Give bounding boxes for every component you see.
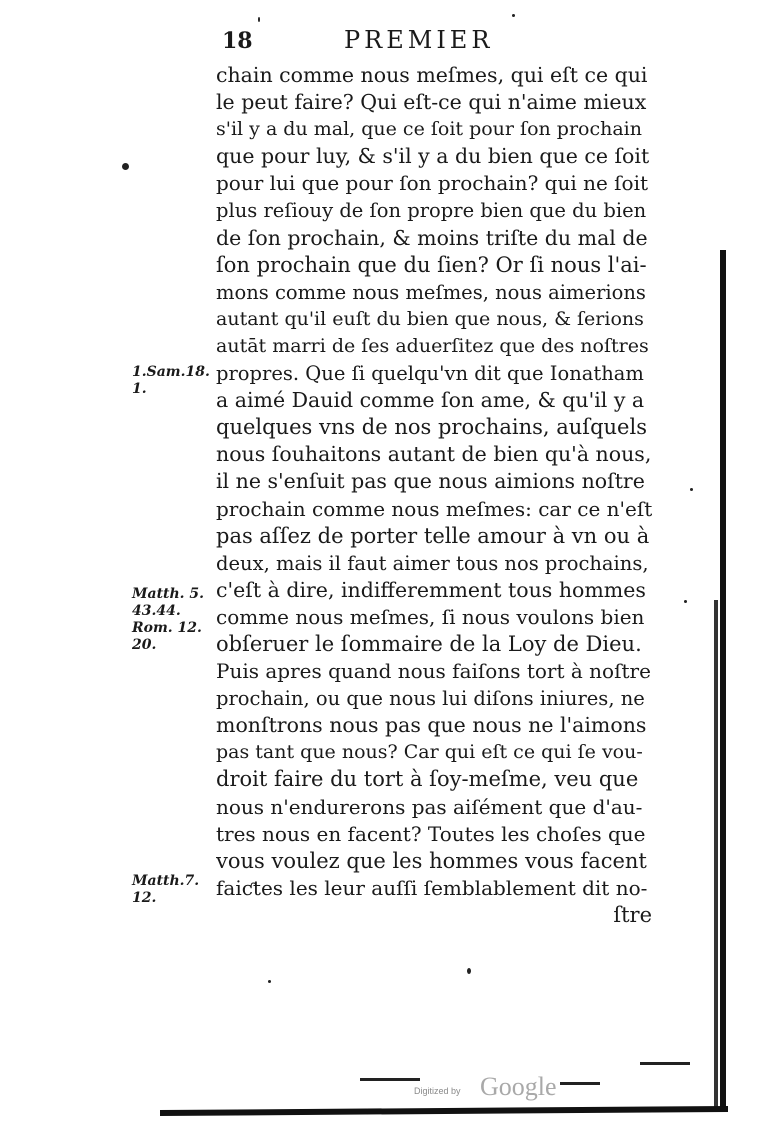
text-line: monſtrons nous pas que nous ne l'aimons — [216, 713, 647, 738]
text-line: de ſon prochain, & moins triſte du mal de — [216, 225, 648, 250]
page-edge-shadow — [720, 250, 726, 1110]
page-header — [0, 26, 768, 56]
text-line: pas aſſez de porter telle amour à vn ou à — [216, 523, 650, 548]
text-line: comme nous meſmes, ſi nous voulons bien — [216, 604, 645, 629]
text-line: a aimé Dauid comme ſon ame, & qu'il y a — [216, 388, 645, 413]
text-line: c'eſt à dire, indifferemment tous hommes — [216, 577, 646, 602]
text-line: prochain comme nous meſmes: car ce n'eſt — [216, 496, 652, 521]
text-line: ſon prochain que du ſien? Or ſi nous l'ai- — [216, 252, 647, 277]
ink-smudge — [640, 1062, 690, 1065]
margin-note-line: 43.44. — [132, 603, 181, 619]
text-line: s'il y a du mal, que ce ſoit pour ſon prochain — [216, 118, 642, 141]
page-edge-shadow — [714, 600, 718, 1110]
text-line: nous n'endurerons pas aiſément que d'au- — [216, 794, 643, 819]
margin-note-line: Matth.7. — [132, 873, 200, 889]
page-bottom-edge — [160, 1106, 728, 1116]
text-line: Puis apres quand nous faiſons tort à noſtre — [216, 659, 651, 684]
margin-note-line: 20. — [132, 637, 157, 653]
ink-speck — [258, 17, 260, 22]
margin-note-line: 12. — [132, 890, 157, 906]
text-line: le peut faire? Qui eſt-ce qui n'aime mieux — [216, 90, 647, 115]
text-line: pour lui que pour ſon prochain? qui ne ſoit — [216, 171, 649, 196]
ink-speck — [467, 968, 471, 974]
ink-smudge — [560, 1082, 600, 1085]
page-number: 18 — [222, 28, 253, 54]
text-line: droit faire du tort à ſoy-meſme, veu que — [216, 767, 639, 792]
text-line: prochain, ou que nous lui diſons iniures, ne — [216, 687, 645, 711]
ink-speck — [684, 600, 687, 603]
text-line: autant qu'il euſt du bien que nous, & ſerions — [216, 307, 644, 330]
margin-note-line: 1.Sam.18. — [132, 364, 210, 380]
text-line: deux, mais il faut aimer tous nos prochains, — [216, 551, 649, 575]
margin-note — [132, 586, 204, 654]
text-line: propres. Que ſi quelqu'vn dit que Ionatham — [216, 362, 644, 386]
text-line: plus reſiouy de ſon propre bien que du bien — [216, 199, 647, 223]
ink-speck — [122, 163, 129, 170]
body-text — [216, 62, 652, 929]
text-line: faiƈtes les leur auſſi ſemblablement dit no- — [216, 875, 648, 900]
ink-smudge — [360, 1078, 420, 1081]
text-line: il ne s'enſuit pas que nous aimions noſtre — [216, 469, 645, 494]
ink-speck — [268, 980, 271, 983]
ink-speck — [512, 14, 515, 17]
text-line: chain comme nous meſmes, qui eſt ce qui — [216, 63, 648, 87]
watermark-logo-text: Google — [480, 1072, 557, 1101]
text-line: nous ſouhaitons autant de bien qu'à nous, — [216, 442, 652, 467]
watermark-small-text: Digitized by — [414, 1086, 461, 1096]
text-line: tres nous en facent? Toutes les choſes que — [216, 821, 646, 846]
margin-note-line: Matth. 5. — [132, 586, 205, 602]
text-line: que pour luy, & s'il y a du bien que ce ſoit — [216, 144, 650, 169]
margin-note-line: Rom. 12. — [132, 620, 202, 636]
text-line: pas tant que nous? Car qui eſt ce qui ſe vou- — [216, 741, 643, 764]
text-line: vous voulez que les hommes vous facent — [216, 848, 647, 873]
text-line: autāt marri de ſes aduerſitez que des noſtres — [216, 334, 649, 357]
text-line: mons comme nous meſmes, nous aimerions — [216, 280, 646, 304]
text-line: obſeruer le ſommaire de la Loy de Dieu. — [216, 631, 642, 656]
running-head: PREMIER — [344, 26, 494, 54]
margin-note — [132, 364, 210, 398]
ink-speck — [690, 488, 693, 491]
text-line: quelques vns de nos prochains, auſquels — [216, 415, 647, 440]
margin-note — [132, 873, 199, 907]
margin-note-line: 1. — [132, 381, 147, 397]
text-line: ſtre — [613, 902, 652, 927]
